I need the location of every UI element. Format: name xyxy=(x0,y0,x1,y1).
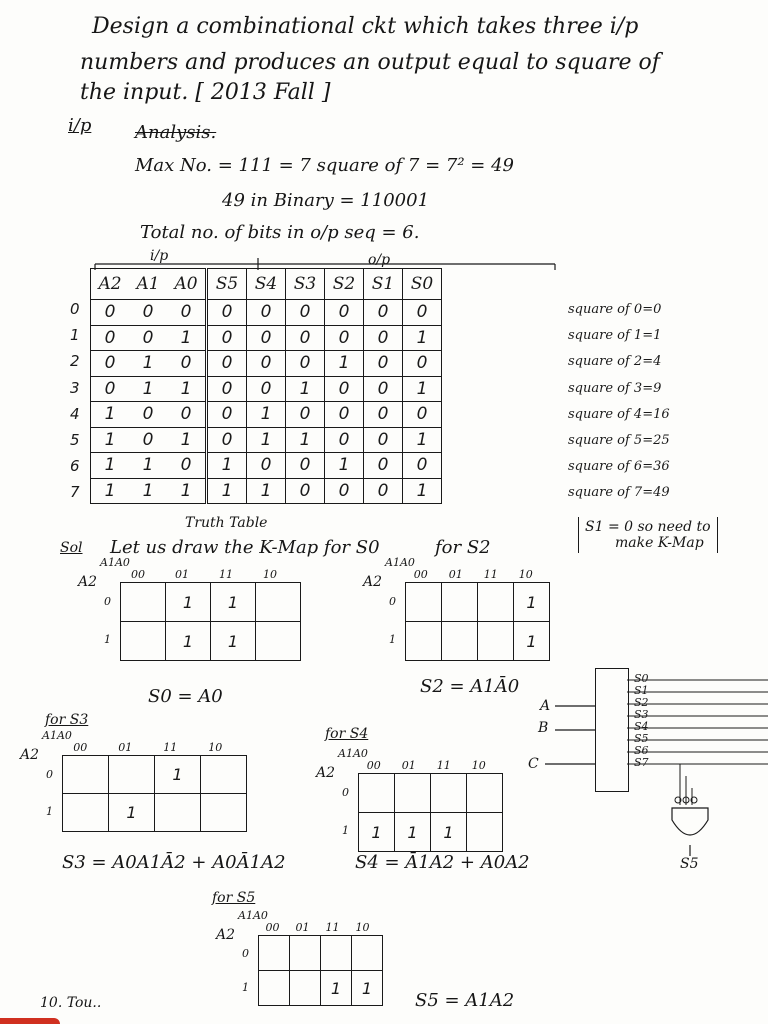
truth-table-cell: 0 xyxy=(325,427,364,453)
truth-table-cell: 0 xyxy=(167,402,207,428)
truth-table-cell: 0 xyxy=(91,325,130,351)
square-note: square of 4=16 xyxy=(568,406,670,422)
kmap-col-label: 11 xyxy=(436,759,451,772)
kmap-col-label: 00 xyxy=(131,568,145,581)
kmap-row-label: 0 xyxy=(342,786,349,800)
truth-table-cell: 0 xyxy=(364,300,403,326)
question-line-2: numbers and produces an output equal to square of xyxy=(80,50,660,75)
truth-table-cell: 0 xyxy=(207,376,247,402)
truth-table-cell: 0 xyxy=(286,351,325,377)
row-index: 1 xyxy=(70,326,80,345)
square-note: square of 3=9 xyxy=(568,380,662,396)
truth-table-cell: 0 xyxy=(247,300,286,326)
kmap-row-label: 0 xyxy=(242,946,249,960)
kmap-col-label: 01 xyxy=(401,759,416,772)
truth-table-cell: 0 xyxy=(325,376,364,402)
decoder-output-label: S1 xyxy=(634,684,649,697)
page-corner-mark xyxy=(0,1018,60,1024)
truth-table-cell: 0 xyxy=(286,402,325,428)
kmap-cell: 1 xyxy=(155,756,201,794)
s1-note-line-1: S1 = 0 so need to xyxy=(585,519,711,535)
kmap-cell: 1 xyxy=(321,971,352,1006)
kmap-cell: 1 xyxy=(166,622,211,661)
truth-table-cell: 1 xyxy=(91,427,130,453)
truth-table-cell: 0 xyxy=(247,376,286,402)
header-s4: S4 xyxy=(247,269,286,300)
kmap-col-label: 01 xyxy=(448,568,463,581)
decoder-output-label: S6 xyxy=(634,744,649,757)
kmap-row-label: 0 xyxy=(46,767,53,781)
kmap-col-label: 10 xyxy=(471,759,486,772)
kmap-row-label: 1 xyxy=(389,633,396,647)
truth-table-cell: 0 xyxy=(247,351,286,377)
truth-table-cell: 1 xyxy=(286,376,325,402)
truth-table-cell: 0 xyxy=(364,427,403,453)
decoder-output-label: S4 xyxy=(634,720,649,733)
truth-table-cell: 0 xyxy=(286,453,325,479)
truth-table-cell: 1 xyxy=(167,325,207,351)
truth-table-cell: 0 xyxy=(364,478,403,504)
truth-table-cell: 1 xyxy=(91,402,130,428)
kmap-col-label: 10 xyxy=(355,921,370,934)
analysis-heading: Analysis. xyxy=(135,122,217,143)
truth-table-cell: 0 xyxy=(91,300,130,326)
truth-table-cell: 1 xyxy=(247,427,286,453)
kmap-cell: 1 xyxy=(352,971,383,1006)
kmap-col-label: 11 xyxy=(483,568,498,581)
square-note: square of 7=49 xyxy=(568,485,670,501)
truth-table-cell: 0 xyxy=(286,300,325,326)
truth-table-cell: 0 xyxy=(129,325,167,351)
bits-line: Total no. of bits in o/p seq = 6. xyxy=(140,222,420,243)
truth-table-cell: 1 xyxy=(325,453,364,479)
truth-table-cell: 1 xyxy=(403,478,442,504)
truth-table-cell: 1 xyxy=(286,427,325,453)
bottom-text: 10. Tou.. xyxy=(40,995,102,1011)
header-a0: A0 xyxy=(167,269,207,300)
kmap-row-variable: A2 xyxy=(363,574,383,590)
truth-table-cell: 1 xyxy=(207,453,247,479)
kmap-col-variable: A1A0 xyxy=(385,556,415,569)
truth-table-cell: 0 xyxy=(364,453,403,479)
kmap-col-variable: A1A0 xyxy=(100,556,130,569)
truth-table-cell: 1 xyxy=(91,478,130,504)
kmap-col-label: 00 xyxy=(366,759,381,772)
truth-table-cell: 1 xyxy=(129,376,167,402)
s0-expression: S0 = A0 xyxy=(148,686,223,707)
kmap-col-variable: A1A0 xyxy=(338,747,368,760)
kmap-cell: 1 xyxy=(514,622,550,661)
truth-table-cell: 1 xyxy=(167,478,207,504)
truth-table-cell: 0 xyxy=(167,300,207,326)
question-line-3: the input. [ 2013 Fall ] xyxy=(80,80,331,105)
truth-table-cell: 0 xyxy=(403,402,442,428)
decoder-output-label: S3 xyxy=(634,708,649,721)
truth-table-cell: 1 xyxy=(247,402,286,428)
kmap-col-label: 11 xyxy=(219,568,233,581)
gate-output-label: S5 xyxy=(680,856,699,872)
decoder-output-label: S2 xyxy=(634,696,649,709)
s2-expression: S2 = A1Ā0 xyxy=(420,676,520,697)
truth-table-cell: 0 xyxy=(167,351,207,377)
kmap-row-label: 0 xyxy=(389,595,396,609)
truth-table-cell: 1 xyxy=(403,376,442,402)
square-note: square of 2=4 xyxy=(568,354,662,370)
square-note: square of 6=36 xyxy=(568,459,670,475)
row-index: 0 xyxy=(70,300,80,318)
truth-table-cell: 0 xyxy=(325,325,364,351)
truth-table-cell: 0 xyxy=(286,478,325,504)
truth-table-cell: 0 xyxy=(247,453,286,479)
kmap-row-label: 1 xyxy=(242,980,249,994)
s3-expression: S3 = A0A1Ā2 + A0Ā1A2 xyxy=(62,852,286,873)
header-a1: A1 xyxy=(129,269,167,300)
truth-table-cell: 0 xyxy=(325,402,364,428)
kmap-cell: 1 xyxy=(109,794,155,832)
kmap-col-variable: A1A0 xyxy=(42,729,72,742)
truth-table-cell: 0 xyxy=(325,478,364,504)
truth-table-cell: 1 xyxy=(129,351,167,377)
kmap-cell: 1 xyxy=(431,813,467,852)
truth-table-cell: 1 xyxy=(129,453,167,479)
truth-table-cell: 0 xyxy=(129,402,167,428)
kmap-s3-heading: for S3 xyxy=(45,712,89,728)
decoder-input-label: A xyxy=(540,698,551,714)
truth-table-cell: 1 xyxy=(403,427,442,453)
decoder-output-label: S0 xyxy=(634,672,649,685)
header-a2: A2 xyxy=(91,269,130,300)
solution-label: Sol xyxy=(60,540,83,556)
truth-table-cell: 0 xyxy=(207,300,247,326)
truth-table-cell: 0 xyxy=(364,351,403,377)
truth-table-cell: 1 xyxy=(247,478,286,504)
question-line-1: Design a combinational ckt which takes three i/p xyxy=(92,14,639,39)
kmap-col-label: 00 xyxy=(265,921,280,934)
header-s5: S5 xyxy=(207,269,247,300)
truth-table-caption: Truth Table xyxy=(185,515,268,531)
kmap-col-label: 10 xyxy=(263,568,277,581)
header-s3: S3 xyxy=(286,269,325,300)
truth-table-cell: 0 xyxy=(167,453,207,479)
truth-table-cell: 0 xyxy=(207,427,247,453)
truth-table-cell: 0 xyxy=(403,351,442,377)
truth-table-cell: 0 xyxy=(403,300,442,326)
truth-table-cell: 1 xyxy=(167,427,207,453)
kmap-cell: 1 xyxy=(166,583,211,622)
truth-table-cell: 0 xyxy=(364,376,403,402)
kmap-col-label: 01 xyxy=(295,921,310,934)
kmap-row-variable: A2 xyxy=(20,747,40,763)
kmap-col-label: 01 xyxy=(118,741,133,754)
kmap-row-variable: A2 xyxy=(216,927,236,943)
decoder-input-label: B xyxy=(538,720,549,736)
decoder-input-label: C xyxy=(528,756,539,772)
kmap-cell: 1 xyxy=(211,583,256,622)
kmap-col-label: 11 xyxy=(163,741,178,754)
header-s1: S1 xyxy=(364,269,403,300)
kmap-row-label: 0 xyxy=(104,595,111,609)
kmap-row-label: 1 xyxy=(46,804,53,818)
s1-note-line-2: make K-Map xyxy=(615,535,704,551)
square-note: square of 5=25 xyxy=(568,433,670,448)
row-index: 2 xyxy=(70,352,80,371)
truth-table-cell: 1 xyxy=(325,351,364,377)
kmap-s5-heading: for S5 xyxy=(212,890,256,906)
kmap-col-label: 10 xyxy=(518,568,533,581)
truth-table-cell: 0 xyxy=(129,300,167,326)
kmap-cell: 1 xyxy=(211,622,256,661)
square-note: square of 1=1 xyxy=(568,328,662,344)
decoder-output-label: S7 xyxy=(634,756,649,769)
kmap-intro-text: Let us draw the K-Map for S0 xyxy=(110,537,380,558)
row-index: 3 xyxy=(70,378,80,397)
header-s2: S2 xyxy=(325,269,364,300)
truth-table-cell: 0 xyxy=(403,453,442,479)
max-number-line: Max No. = 111 = 7 square of 7 = 7² = 49 xyxy=(135,155,514,176)
kmap-s4-heading: for S4 xyxy=(325,726,369,742)
kmap-cell: 1 xyxy=(395,813,431,852)
row-index: 5 xyxy=(70,431,80,449)
kmap-row-label: 1 xyxy=(104,633,111,647)
kmap-col-label: 11 xyxy=(325,921,340,934)
kmap-col-label: 10 xyxy=(208,741,223,754)
truth-table-cell: 0 xyxy=(207,325,247,351)
kmap-row-variable: A2 xyxy=(78,574,98,590)
truth-table-cell: 0 xyxy=(247,325,286,351)
kmap-row-variable: A2 xyxy=(316,765,336,781)
binary-line: 49 in Binary = 110001 xyxy=(222,190,430,211)
truth-table-cell: 1 xyxy=(207,478,247,504)
output-label: o/p xyxy=(368,252,391,268)
square-note: square of 0=0 xyxy=(568,302,662,317)
input-label: i/p xyxy=(150,248,169,264)
kmap-col-label: 00 xyxy=(73,741,88,754)
kmap-cell: 1 xyxy=(359,813,395,852)
decoder-output-label: S5 xyxy=(634,732,649,745)
truth-table-cell: 0 xyxy=(91,376,130,402)
row-index: 7 xyxy=(70,483,80,502)
truth-table-cell: 0 xyxy=(91,351,130,377)
truth-table-cell: 0 xyxy=(364,402,403,428)
kmap-col-label: 01 xyxy=(175,568,189,581)
header-s0: S0 xyxy=(403,269,442,300)
kmap-cell: 1 xyxy=(514,583,550,622)
truth-table-cell: 1 xyxy=(129,478,167,504)
truth-table-cell: 0 xyxy=(207,402,247,428)
s5-expression: S5 = A1A2 xyxy=(415,990,515,1011)
row-index: 4 xyxy=(70,404,80,423)
truth-table-cell: 0 xyxy=(286,325,325,351)
row-index: 6 xyxy=(70,457,80,476)
truth-table-cell: 1 xyxy=(167,376,207,402)
truth-table-cell: 0 xyxy=(325,300,364,326)
truth-table-cell: 0 xyxy=(207,351,247,377)
solution-marker: i/p xyxy=(68,115,92,136)
truth-table-cell: 1 xyxy=(91,453,130,479)
kmap-intro-s2: for S2 xyxy=(435,537,491,558)
truth-table-cell: 0 xyxy=(129,427,167,453)
kmap-col-variable: A1A0 xyxy=(238,909,268,922)
s4-expression: S4 = Ā1A2 + A0A2 xyxy=(355,852,530,873)
kmap-col-label: 00 xyxy=(413,568,428,581)
kmap-row-label: 1 xyxy=(342,824,349,838)
truth-table-cell: 0 xyxy=(364,325,403,351)
truth-table-cell: 1 xyxy=(403,325,442,351)
